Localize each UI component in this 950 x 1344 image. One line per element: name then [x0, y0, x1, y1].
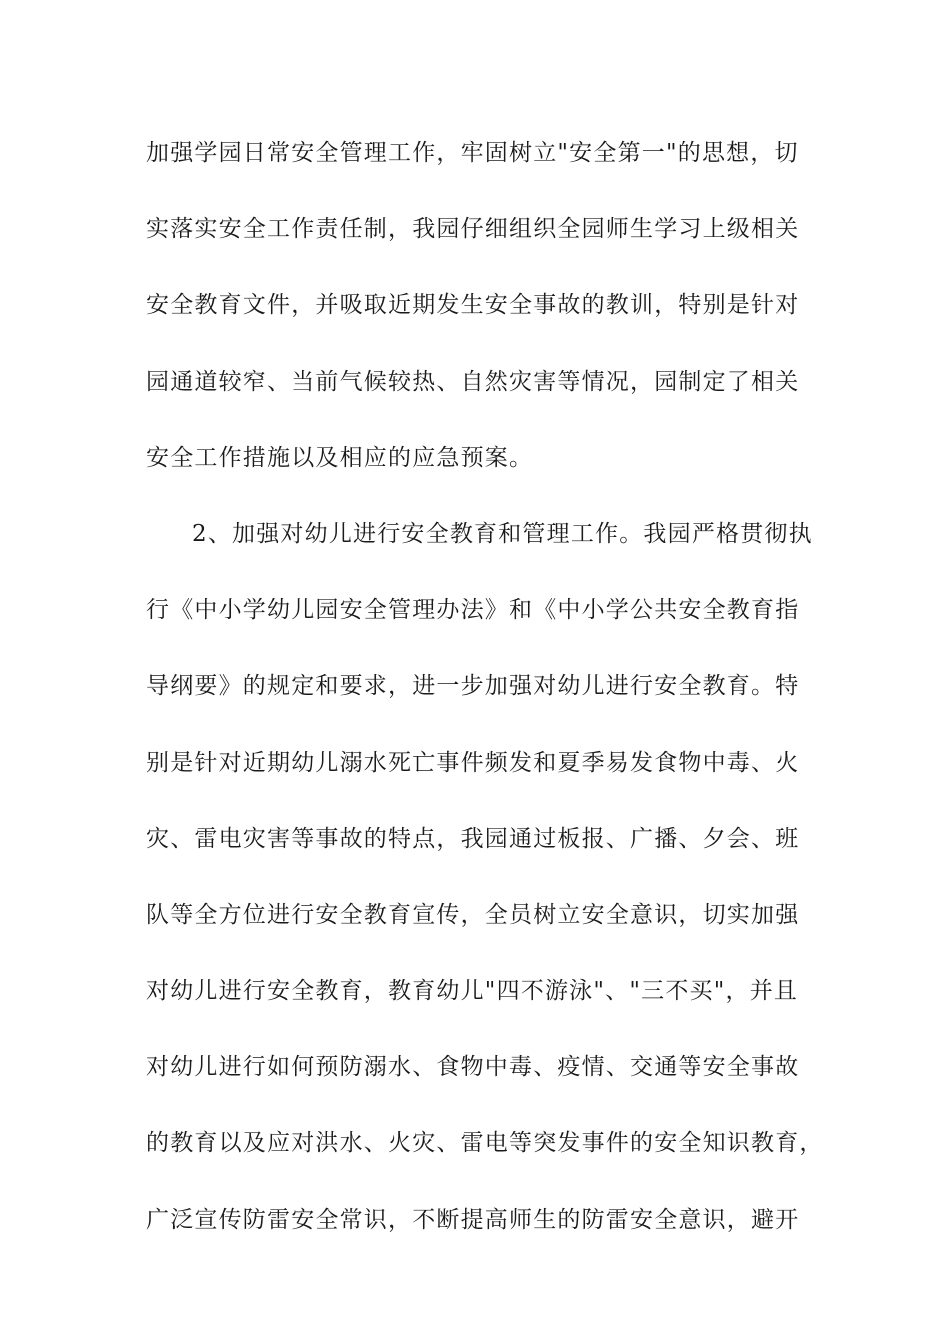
- paragraph-start-line: 2、加强对幼儿进行安全教育和管理工作。我园严格贯彻执: [192, 520, 813, 547]
- text-line: 加强学园日常安全管理工作，牢固树立"安全第一"的思想，切: [146, 140, 799, 166]
- text-line: 安全工作措施以及相应的应急预案。: [146, 444, 534, 471]
- text-line: 的教育以及应对洪水、火灾、雷电等突发事件的安全知识教育，: [146, 1130, 824, 1157]
- text-line: 实落实安全工作责任制，我园仔细组织全园师生学习上级相关: [146, 216, 800, 243]
- text-line: 对幼儿进行如何预防溺水、食物中毒、疫情、交通等安全事故: [146, 1054, 800, 1081]
- document-body: [146, 128, 836, 1271]
- text-line: 队等全方位进行安全教育宣传，全员树立安全意识，切实加强: [146, 901, 800, 928]
- text-line: 安全教育文件，并吸取近期发生安全事故的教训，特别是针对: [146, 292, 800, 319]
- text-line: 别是针对近期幼儿溺水死亡事件频发和夏季易发食物中毒、火: [146, 749, 800, 776]
- text-line: 广泛宣传防雷安全常识，不断提高师生的防雷安全意识，避开: [146, 1206, 800, 1233]
- text-line: 导纲要》的规定和要求，进一步加强对幼儿进行安全教育。特: [146, 673, 800, 700]
- text-line: 园通道较窄、当前气候较热、自然灾害等情况，园制定了相关: [146, 368, 800, 395]
- text-line: 对幼儿进行安全教育，教育幼儿"四不游泳"、"三不买"，并且: [146, 978, 799, 1005]
- text-line: 灾、雷电灾害等事故的特点，我园通过板报、广播、夕会、班: [146, 825, 800, 852]
- text-line: 行《中小学幼儿园安全管理办法》和《中小学公共安全教育指: [146, 597, 800, 624]
